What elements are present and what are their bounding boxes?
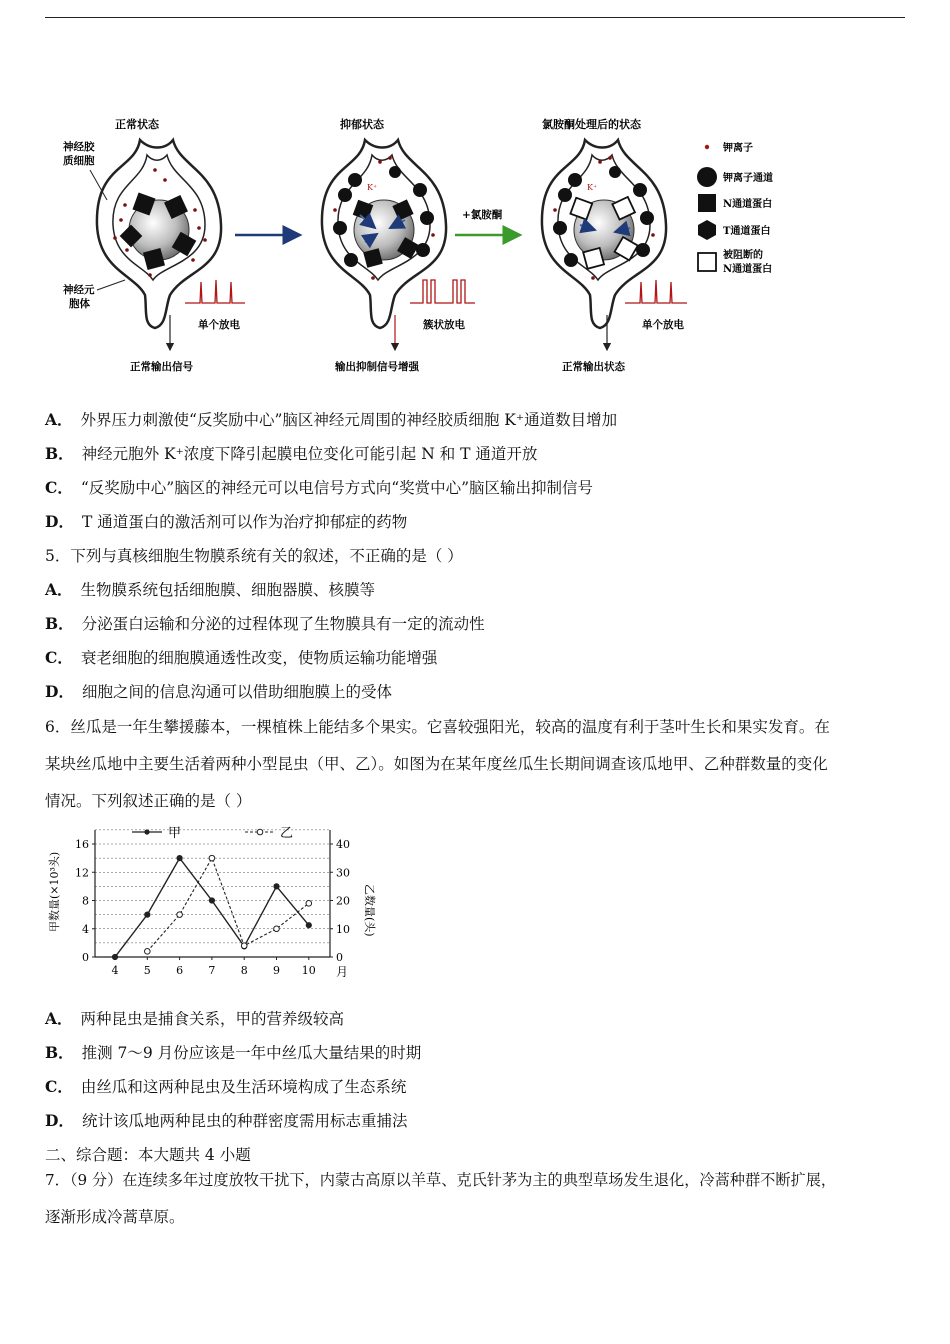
y-right-tick-label: 20: [336, 894, 350, 908]
series-line-jia: [115, 858, 309, 957]
option-text: 由丝瓜和这两种昆虫及生活环境构成了生态系统: [80, 1078, 407, 1096]
q5-option-b: [45, 614, 485, 634]
x-tick-label: 5: [143, 964, 151, 977]
data-point-jia: [112, 954, 117, 959]
label-single-2: 单个放电: [642, 319, 684, 331]
data-point-yi: [177, 912, 183, 918]
q6-stem-line-2: 某块丝瓜地中主要生活着两种小型昆虫（甲、乙）。如图为在某年度丝瓜生长期间调查该瓜地甲、乙种群数量的变化: [45, 755, 828, 773]
y-left-tick-label: 4: [82, 922, 89, 936]
data-point-yi: [241, 943, 247, 949]
label-neuron-1: 神经元: [63, 284, 95, 296]
q7-line-1: 7．（9 分）在连续多年过度放牧干扰下，内蒙古高原以羊草、克氏针茅为主的典型草场发生退化，冷蒿种群不断扩展，: [45, 1171, 837, 1189]
y-right-title: 乙数量(头): [363, 884, 376, 937]
option-text: 推测 7～9 月份应该是一年中丝瓜大量结果的时期: [81, 1044, 422, 1062]
x-tick-label: 10: [301, 964, 316, 977]
chart-grid: [95, 830, 330, 943]
label-glia-1: 神经胶: [63, 141, 95, 153]
k-mark-3: K⁺: [587, 183, 598, 192]
q4-option-a: [45, 410, 617, 430]
legend-t-channel: T通道蛋白: [723, 226, 771, 237]
option-letter: D．: [45, 512, 74, 531]
data-point-yi: [274, 926, 280, 932]
label-out-2: 输出抑制信号增强: [335, 361, 419, 373]
x-tick-label: 8: [240, 964, 248, 977]
q5-stem: 5．下列与真核细胞生物膜系统有关的叙述，不正确的是（ ）: [45, 547, 463, 565]
option-letter: C．: [45, 1077, 73, 1096]
neuron-glia-diagram: [55, 110, 773, 385]
label-drug: +氯胺酮: [462, 209, 503, 221]
x-tick-label: 6: [176, 964, 184, 977]
q6-stem-line-1: 6．丝瓜是一年生攀援藤本，一棵植株上能结多个果实。它喜较强阳光，较高的温度有利于茎叶生长和果实发育。在: [45, 718, 830, 736]
option-text: 细胞之间的信息沟通可以借助细胞膜上的受体: [81, 683, 392, 701]
q7-line-2: 逐渐形成冷蒿草原。: [45, 1208, 185, 1226]
label-glia-2: 质细胞: [63, 155, 95, 167]
title-ketamine: 氯胺酮处理后的状态: [542, 118, 641, 131]
q6-option-c: [45, 1077, 406, 1097]
label-out-1: 正常输出信号: [130, 361, 193, 373]
label-burst: 簇状放电: [423, 319, 465, 331]
label-neuron-2: 胞体: [69, 298, 90, 310]
data-point-jia: [145, 912, 150, 917]
y-left-tick-label: 16: [75, 838, 89, 851]
y-right-tick-label: 0: [336, 951, 343, 964]
option-letter: B．: [45, 1043, 74, 1062]
population-chart: [40, 822, 380, 990]
section-heading: 二、综合题：本大题共 4 小题: [45, 1146, 251, 1164]
option-text: 分泌蛋白运输和分泌的过程体现了生物膜具有一定的流动性: [81, 615, 485, 633]
trace-burst: [410, 280, 475, 303]
option-text: 衰老细胞的细胞膜通透性改变，使物质运输功能增强: [80, 649, 438, 667]
q6-stem-line-3: 情况。下列叙述正确的是（ ）: [45, 792, 252, 810]
q6-option-b: [45, 1043, 421, 1063]
option-letter: D．: [45, 1111, 74, 1130]
data-point-jia: [274, 884, 279, 889]
k-mark-2: K⁺: [367, 183, 378, 192]
y-left-title: 甲数量(×10³头): [48, 851, 61, 932]
title-normal: 正常状态: [115, 118, 159, 131]
option-text: T 通道蛋白的激活剂可以作为治疗抑郁症的药物: [81, 513, 408, 531]
trace-single-1: [185, 280, 245, 303]
chart-legend: [132, 826, 293, 841]
option-text: 生物膜系统包括细胞膜、细胞器膜、核膜等: [80, 581, 376, 599]
cell-ketamine: [542, 140, 666, 328]
q4-option-b: [45, 444, 537, 464]
q4-option-d: [45, 512, 407, 532]
option-text: “反奖励中心”脑区的神经元可以电信号方式向“奖赏中心”脑区输出抑制信号: [80, 479, 594, 497]
x-tick-label: 9: [273, 964, 280, 977]
q4-option-c: [45, 478, 593, 498]
legend-k-channel: 钾离子通道: [723, 173, 773, 184]
y-right-tick-label: 40: [336, 838, 350, 851]
option-letter: A．: [45, 1009, 73, 1028]
q6-option-d: [45, 1111, 407, 1131]
legend-n-channel: N通道蛋白: [723, 199, 773, 210]
option-text: 外界压力刺激使“反奖励中心”脑区神经元周围的神经胶质细胞 K⁺通道数目增加: [80, 411, 618, 429]
y-left-tick-label: 12: [75, 866, 89, 880]
data-point-yi: [209, 855, 215, 861]
trace-single-2: [625, 280, 687, 303]
q5-option-d: [45, 682, 392, 702]
option-letter: C．: [45, 478, 73, 497]
legend-k-ion: 钾离子: [723, 143, 753, 154]
top-rule: [45, 17, 905, 18]
title-depressed: 抑郁状态: [340, 118, 384, 131]
data-point-jia: [306, 923, 311, 928]
y-left-tick-label: 0: [82, 951, 89, 964]
option-letter: B．: [45, 614, 74, 633]
q5-option-c: [45, 648, 437, 668]
option-text: 两种昆虫是捕食关系，甲的营养级较高: [80, 1010, 345, 1028]
option-text: 神经元胞外 K⁺浓度下降引起膜电位变化可能引起 N 和 T 通道开放: [81, 445, 538, 463]
chart-series: [112, 855, 311, 959]
y-right-tick-label: 10: [336, 922, 350, 936]
legend-blocked-2: N通道蛋白: [723, 264, 773, 275]
legend-series-yi: 乙: [280, 826, 294, 841]
x-tick-label: 4: [111, 964, 119, 977]
y-right-tick-label: 30: [336, 866, 350, 880]
label-single-1: 单个放电: [198, 319, 240, 331]
option-letter: D．: [45, 682, 74, 701]
q5-option-a: [45, 580, 375, 600]
option-letter: C．: [45, 648, 73, 667]
y-left-tick-label: 8: [82, 894, 89, 908]
x-axis-title: 月: [336, 965, 349, 979]
option-letter: B．: [45, 444, 74, 463]
option-text: 统计该瓜地两种昆虫的种群密度需用标志重捕法: [81, 1112, 408, 1130]
option-letter: A．: [45, 580, 73, 599]
q6-option-a: [45, 1009, 344, 1029]
option-letter: A．: [45, 410, 73, 429]
data-point-jia: [177, 856, 182, 861]
legend-blocked-1: 被阻断的: [723, 250, 763, 261]
data-point-yi: [145, 949, 151, 955]
x-tick-label: 7: [208, 964, 216, 977]
data-point-yi: [306, 901, 312, 907]
label-out-3: 正常输出状态: [562, 361, 625, 373]
data-point-jia: [209, 898, 214, 903]
diagram-legend: [697, 141, 773, 275]
legend-series-jia: 甲: [168, 826, 182, 841]
